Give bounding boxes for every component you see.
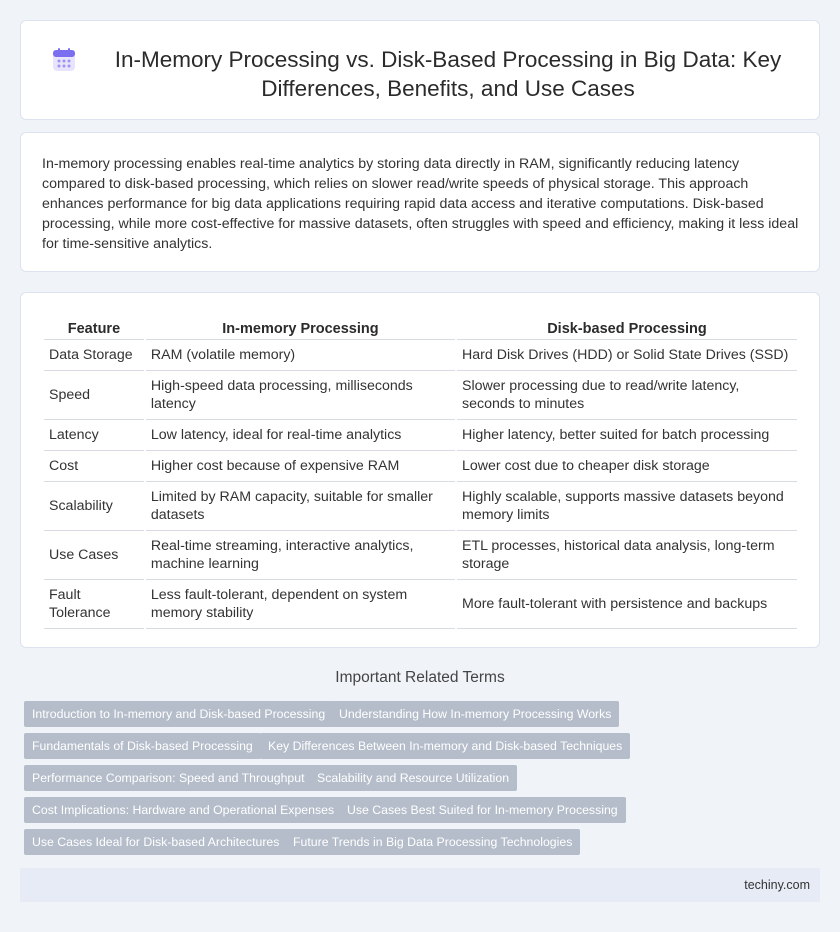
related-term-tag[interactable]: Fundamentals of Disk-based Processing xyxy=(24,733,261,759)
page-title: In-Memory Processing vs. Disk-Based Processing in Big Data: Key Differences, Benefits, and Use Cases xyxy=(114,47,782,101)
table-row xyxy=(44,420,797,451)
header-feature: Feature xyxy=(44,313,144,340)
related-term-tag[interactable]: Introduction to In-memory and Disk-based Processing xyxy=(24,701,333,727)
related-term-tag[interactable]: Future Trends in Big Data Processing Technologies xyxy=(285,829,580,855)
related-term-tag[interactable]: Use Cases Best Suited for In-memory Processing xyxy=(339,797,626,823)
comparison-card xyxy=(20,292,820,648)
feature-cell: Speed xyxy=(44,371,144,420)
table-row xyxy=(44,340,797,371)
disk-based-cell: Hard Disk Drives (HDD) or Solid State Drives (SSD) xyxy=(457,340,797,371)
feature-cell: Data Storage xyxy=(44,340,144,371)
comparison-table xyxy=(42,313,799,629)
feature-cell: Cost xyxy=(44,451,144,482)
footer-site[interactable]: techiny.com xyxy=(744,878,810,892)
disk-based-cell: Slower processing due to read/write latency, seconds to minutes xyxy=(457,371,797,420)
table-row xyxy=(44,482,797,531)
in-memory-cell: Higher cost because of expensive RAM xyxy=(146,451,455,482)
table-row xyxy=(44,531,797,580)
footer xyxy=(20,868,820,902)
related-term-tag[interactable]: Understanding How In-memory Processing Works xyxy=(331,701,619,727)
disk-based-cell: Higher latency, better suited for batch processing xyxy=(457,420,797,451)
disk-based-cell: More fault-tolerant with persistence and backups xyxy=(457,580,797,629)
in-memory-cell: Limited by RAM capacity, suitable for smaller datasets xyxy=(146,482,455,531)
feature-cell: Scalability xyxy=(44,482,144,531)
table-row xyxy=(44,451,797,482)
table-row xyxy=(44,371,797,420)
calendar-icon xyxy=(51,47,77,73)
related-term-tag[interactable]: Performance Comparison: Speed and Throughput xyxy=(24,765,313,791)
disk-based-cell: Lower cost due to cheaper disk storage xyxy=(457,451,797,482)
feature-cell: Fault Tolerance xyxy=(44,580,144,629)
feature-cell: Latency xyxy=(44,420,144,451)
table-header-row xyxy=(44,313,797,340)
header-disk-based: Disk-based Processing xyxy=(457,313,797,340)
intro-card xyxy=(20,132,820,272)
in-memory-cell: High-speed data processing, milliseconds latency xyxy=(146,371,455,420)
intro-paragraph: In-memory processing enables real-time analytics by storing data directly in RAM, significantly reducing latency compared to disk-based processing, which relies on slower read/write speeds of physical storage. This approach enhances performance for big data applications requiring rapid data access and iterative computations. Disk-based processing, while more cost-effective for massive datasets, often struggles with speed and efficiency, making it less ideal for time-sensitive analytics. xyxy=(42,156,799,252)
table-row xyxy=(44,580,797,629)
related-term-tag[interactable]: Key Differences Between In-memory and Disk-based Techniques xyxy=(260,733,630,759)
related-terms-heading: Important Related Terms xyxy=(335,669,505,686)
in-memory-cell: Less fault-tolerant, dependent on system memory stability xyxy=(146,580,455,629)
disk-based-cell: ETL processes, historical data analysis, long-term storage xyxy=(457,531,797,580)
disk-based-cell: Highly scalable, supports massive datasets beyond memory limits xyxy=(457,482,797,531)
title-card xyxy=(20,20,820,120)
related-term-tag[interactable]: Scalability and Resource Utilization xyxy=(309,765,517,791)
related-term-tag[interactable]: Cost Implications: Hardware and Operational Expenses xyxy=(24,797,342,823)
in-memory-cell: Low latency, ideal for real-time analytics xyxy=(146,420,455,451)
feature-cell: Use Cases xyxy=(44,531,144,580)
header-in-memory: In-memory Processing xyxy=(146,313,455,340)
related-term-tag[interactable]: Use Cases Ideal for Disk-based Architectures xyxy=(24,829,287,855)
in-memory-cell: Real-time streaming, interactive analytics, machine learning xyxy=(146,531,455,580)
in-memory-cell: RAM (volatile memory) xyxy=(146,340,455,371)
